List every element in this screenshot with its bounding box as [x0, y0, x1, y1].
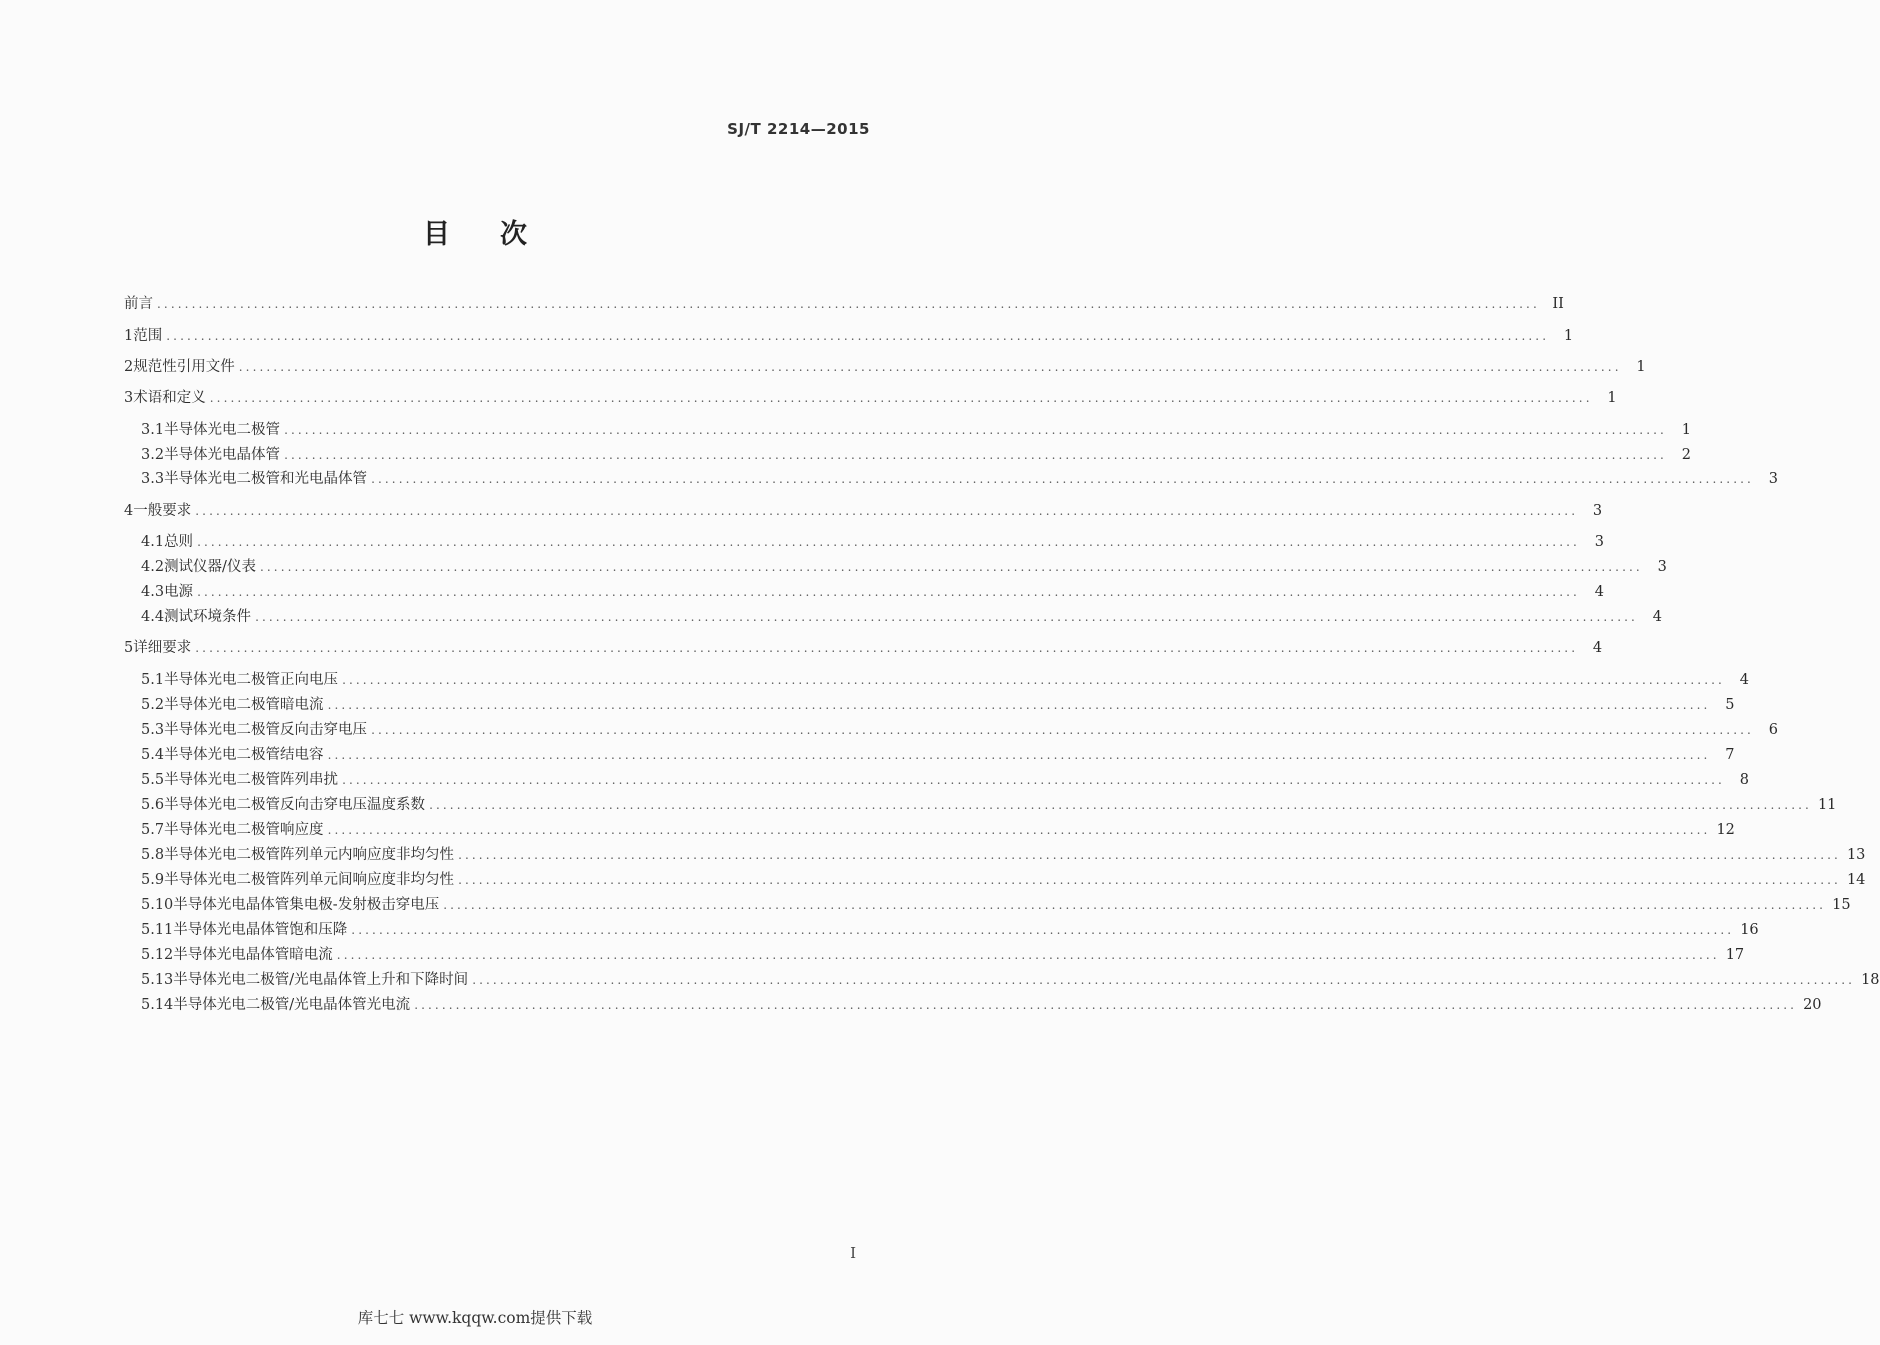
- title-char-2: 次: [500, 219, 527, 250]
- toc-entry[interactable]: [0, 637, 1603, 659]
- toc-entry-number: 5: [124, 640, 134, 656]
- toc-entry-number: 1: [124, 328, 134, 344]
- toc-entry[interactable]: [0, 994, 1822, 1016]
- toc-entry-number: 4.3: [141, 584, 165, 600]
- toc-entry-number: 5.3: [141, 722, 165, 738]
- toc-entry-label: 半导体光电二极管和光电晶体管: [164, 471, 368, 487]
- toc-entry-page: 12: [1716, 822, 1735, 838]
- toc-entry-number: 5.13: [141, 972, 174, 988]
- toc-entry-label: 半导体光电晶体管饱和压降: [173, 922, 348, 938]
- toc-entry[interactable]: [0, 694, 1735, 716]
- toc-entry-page: 2: [1681, 447, 1691, 463]
- toc-entry-label: 半导体光电二极管反向击穿电压温度系数: [164, 797, 426, 813]
- toc-leader-dots: ........................................................................................................................................................................................................: [157, 297, 1540, 311]
- toc-leader-dots: ........................................................................................................................................................................................................: [443, 898, 1827, 912]
- toc-entry-label: 半导体光电二极管正向电压: [164, 672, 339, 688]
- toc-entry-number: 3.2: [141, 447, 165, 463]
- toc-leader-dots: ........................................................................................................................................................................................................: [371, 723, 1754, 737]
- toc-entry[interactable]: [0, 500, 1603, 522]
- toc-entry-label: 半导体光电二极管暗电流: [164, 697, 324, 713]
- toc-entry-number: 5.14: [141, 997, 174, 1013]
- toc-entry-number: 5.11: [141, 922, 174, 938]
- toc-leader-dots: ........................................................................................................................................................................................................: [284, 448, 1667, 462]
- toc-entry[interactable]: [0, 719, 1778, 741]
- toc-entry[interactable]: [0, 819, 1735, 841]
- toc-entry[interactable]: [0, 669, 1749, 691]
- toc-entry-page: 8: [1739, 772, 1749, 788]
- toc-entry-number: 2: [124, 359, 134, 375]
- toc-leader-dots: ........................................................................................................................................................................................................: [371, 472, 1754, 486]
- toc-entry-label: 半导体光电二极管阵列单元内响应度非均匀性: [164, 847, 455, 863]
- toc-entry-page: 5: [1725, 697, 1735, 713]
- toc-entry-label: 电源: [164, 584, 194, 600]
- toc-entry-page: 6: [1768, 722, 1778, 738]
- toc-entry-label: 详细要求: [133, 640, 192, 656]
- toc-entry-label: 半导体光电晶体管集电极-发射极击穿电压: [173, 897, 440, 913]
- toc-entry-page: 3: [1657, 559, 1667, 575]
- page-number: I: [850, 1244, 856, 1262]
- toc-entry-label: 半导体光电二极管/光电晶体管光电流: [173, 997, 411, 1013]
- toc-entry-number: 3.1: [141, 422, 165, 438]
- toc-entry[interactable]: [0, 794, 1837, 816]
- toc-entry-page: 1: [1681, 422, 1691, 438]
- toc-entry-label: 前言: [124, 296, 153, 312]
- toc-entry-page: 11: [1817, 797, 1837, 813]
- toc-leader-dots: ........................................................................................................................................................................................................: [351, 923, 1735, 937]
- toc-leader-dots: ........................................................................................................................................................................................................: [195, 641, 1579, 655]
- toc-entry[interactable]: [0, 387, 1617, 409]
- toc-leader-dots: ........................................................................................................................................................................................................: [458, 873, 1841, 887]
- toc-entry-page: 4: [1652, 609, 1662, 625]
- toc-entry-label: 半导体光电晶体管暗电流: [173, 947, 333, 963]
- toc-entry[interactable]: [0, 468, 1778, 490]
- toc-entry-page: 14: [1846, 872, 1866, 888]
- toc-entry-page: II: [1552, 296, 1564, 312]
- toc-entry[interactable]: [0, 556, 1667, 578]
- toc-entry-page: 13: [1846, 847, 1866, 863]
- toc-entry[interactable]: [0, 606, 1662, 628]
- toc-leader-dots: ........................................................................................................................................................................................................: [259, 560, 1643, 574]
- toc-entry-number: 5.2: [141, 697, 165, 713]
- toc-entry-page: 3: [1592, 503, 1603, 519]
- toc-entry-number: 5.12: [141, 947, 174, 963]
- toc-leader-dots: ........................................................................................................................................................................................................: [327, 698, 1711, 712]
- toc-entry-label: 半导体光电二极管: [164, 422, 281, 438]
- toc-entry-number: 3: [124, 390, 134, 406]
- toc-entry-label: 术语和定义: [133, 390, 206, 406]
- toc-entry[interactable]: [0, 419, 1691, 441]
- toc-leader-dots: ........................................................................................................................................................................................................: [238, 360, 1622, 374]
- toc-entry[interactable]: [0, 531, 1604, 553]
- toc-entry[interactable]: [0, 293, 1564, 315]
- toc-entry-number: 5.10: [141, 897, 174, 913]
- toc-entry-number: 4: [124, 503, 134, 519]
- toc-leader-dots: ........................................................................................................................................................................................................: [472, 973, 1856, 987]
- toc-entry-number: 5.6: [141, 797, 165, 813]
- toc-entry-number: 4.2: [141, 559, 165, 575]
- toc-leader-dots: ........................................................................................................................................................................................................: [458, 848, 1841, 862]
- toc-entry[interactable]: [0, 581, 1604, 603]
- toc-entry[interactable]: [0, 944, 1745, 966]
- download-footer: 库七七 www.kqqw.com提供下载: [357, 1309, 593, 1327]
- toc-entry-label: 规范性引用文件: [133, 359, 235, 375]
- toc-entry[interactable]: [0, 744, 1735, 766]
- toc-entry-label: 半导体光电二极管结电容: [164, 747, 324, 763]
- toc-leader-dots: ........................................................................................................................................................................................................: [414, 998, 1798, 1012]
- toc-entry-page: 4: [1592, 640, 1603, 656]
- toc-leader-dots: ........................................................................................................................................................................................................: [209, 391, 1593, 405]
- toc-entry-page: 16: [1740, 922, 1759, 938]
- standard-code: SJ/T 2214—2015: [727, 120, 870, 138]
- toc-entry[interactable]: [0, 325, 1574, 347]
- toc-entry-label: 总则: [164, 534, 194, 550]
- toc-entry-page: 4: [1594, 584, 1604, 600]
- toc-leader-dots: ........................................................................................................................................................................................................: [197, 585, 1580, 599]
- toc-entry-number: 4.1: [141, 534, 165, 550]
- toc-entry-number: 5.9: [141, 872, 165, 888]
- toc-entry[interactable]: [0, 969, 1880, 991]
- title-char-1: 目: [423, 219, 450, 250]
- toc-leader-dots: ........................................................................................................................................................................................................: [342, 673, 1725, 687]
- toc-entry[interactable]: [0, 844, 1866, 866]
- toc-entry[interactable]: [0, 769, 1749, 791]
- toc-leader-dots: ........................................................................................................................................................................................................: [336, 948, 1720, 962]
- toc-leader-dots: ........................................................................................................................................................................................................: [197, 535, 1580, 549]
- toc-entry-label: 半导体光电二极管反向击穿电压: [164, 722, 368, 738]
- toc-entry-page: 4: [1739, 672, 1749, 688]
- toc-leader-dots: ........................................................................................................................................................................................................: [255, 610, 1638, 624]
- toc-entry[interactable]: [0, 356, 1646, 378]
- toc-entry-label: 测试仪器/仪表: [164, 559, 256, 575]
- page-title: [0, 212, 950, 251]
- toc-entry-page: 3: [1768, 471, 1778, 487]
- toc-entry-label: 半导体光电二极管阵列串扰: [164, 772, 339, 788]
- toc-entry-label: 一般要求: [133, 503, 192, 519]
- toc-entry-number: 5.1: [141, 672, 165, 688]
- toc-leader-dots: ........................................................................................................................................................................................................: [284, 423, 1667, 437]
- toc-entry-number: 4.4: [141, 609, 165, 625]
- toc-entry[interactable]: [0, 919, 1759, 941]
- toc-entry-page: 7: [1725, 747, 1735, 763]
- toc-leader-dots: ........................................................................................................................................................................................................: [195, 504, 1579, 518]
- toc-entry-page: 3: [1594, 534, 1604, 550]
- toc-entry-page: 1: [1636, 359, 1646, 375]
- toc-entry-number: 5.4: [141, 747, 165, 763]
- toc-entry-page: 1: [1563, 328, 1574, 344]
- toc-entry-page: 15: [1832, 897, 1851, 913]
- toc-entry-label: 半导体光电晶体管: [164, 447, 281, 463]
- toc-entry-label: 半导体光电二极管/光电晶体管上升和下降时间: [173, 972, 469, 988]
- toc-leader-dots: ........................................................................................................................................................................................................: [342, 773, 1725, 787]
- toc-entry[interactable]: [0, 894, 1851, 916]
- toc-entry-label: 半导体光电二极管响应度: [164, 822, 324, 838]
- toc-leader-dots: ........................................................................................................................................................................................................: [327, 748, 1711, 762]
- toc-entry-number: 5.5: [141, 772, 165, 788]
- toc-leader-dots: ........................................................................................................................................................................................................: [429, 798, 1812, 812]
- toc-entry[interactable]: [0, 869, 1866, 891]
- toc-entry-page: 1: [1607, 390, 1617, 406]
- toc-entry[interactable]: [0, 444, 1691, 466]
- toc-leader-dots: ........................................................................................................................................................................................................: [166, 329, 1550, 343]
- toc-entry-label: 范围: [133, 328, 163, 344]
- toc-entry-number: 5.8: [141, 847, 165, 863]
- toc-entry-number: 3.3: [141, 471, 165, 487]
- toc-entry-label: 测试环境条件: [164, 609, 252, 625]
- toc-entry-page: 20: [1803, 997, 1822, 1013]
- toc-entry-label: 半导体光电二极管阵列单元间响应度非均匀性: [164, 872, 455, 888]
- toc-entry-page: 17: [1725, 947, 1745, 963]
- toc-entry-page: 18: [1861, 972, 1880, 988]
- toc-leader-dots: ........................................................................................................................................................................................................: [327, 823, 1711, 837]
- toc-entry-number: 5.7: [141, 822, 165, 838]
